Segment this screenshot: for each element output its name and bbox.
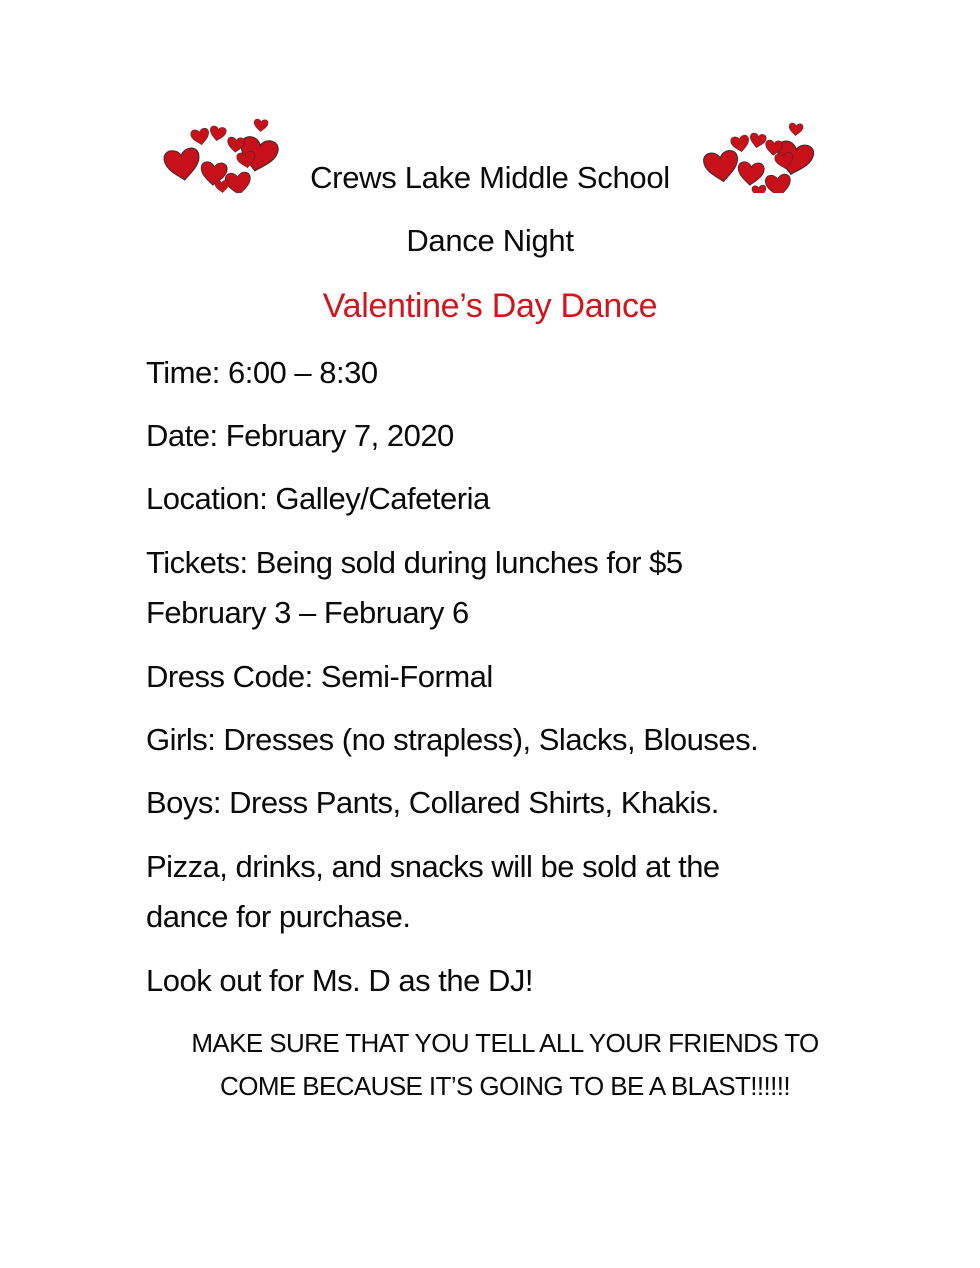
girls-dress-line: Girls: Dresses (no strapless), Slacks, Blouses. [146, 722, 759, 757]
event-type: Dance Night [406, 223, 574, 258]
location-line: Location: Galley/Cafeteria [146, 481, 490, 516]
time-line: Time: 6:00 – 8:30 [146, 355, 378, 390]
closing-line-2: COME BECAUSE IT’S GOING TO BE A BLAST!!!!!! [220, 1071, 790, 1101]
date-line: Date: February 7, 2020 [146, 418, 454, 453]
closing-line-1: MAKE SURE THAT YOU TELL ALL YOUR FRIENDS TO [191, 1028, 819, 1058]
closing-message [0, 1022, 980, 1108]
food-line: Pizza, drinks, and snacks will be sold at the [146, 849, 720, 884]
school-name: Crews Lake Middle School [310, 160, 670, 195]
dress-code-line: Dress Code: Semi-Formal [146, 659, 493, 694]
dj-line: Look out for Ms. D as the DJ! [146, 963, 533, 998]
tickets-line: Tickets: Being sold during lunches for $5 [146, 545, 683, 580]
tickets-dates-line: February 3 – February 6 [146, 595, 469, 630]
event-title: Valentine’s Day Dance [322, 287, 658, 325]
food-line-continued: dance for purchase. [146, 899, 411, 934]
boys-dress-line: Boys: Dress Pants, Collared Shirts, Khakis. [146, 785, 719, 820]
